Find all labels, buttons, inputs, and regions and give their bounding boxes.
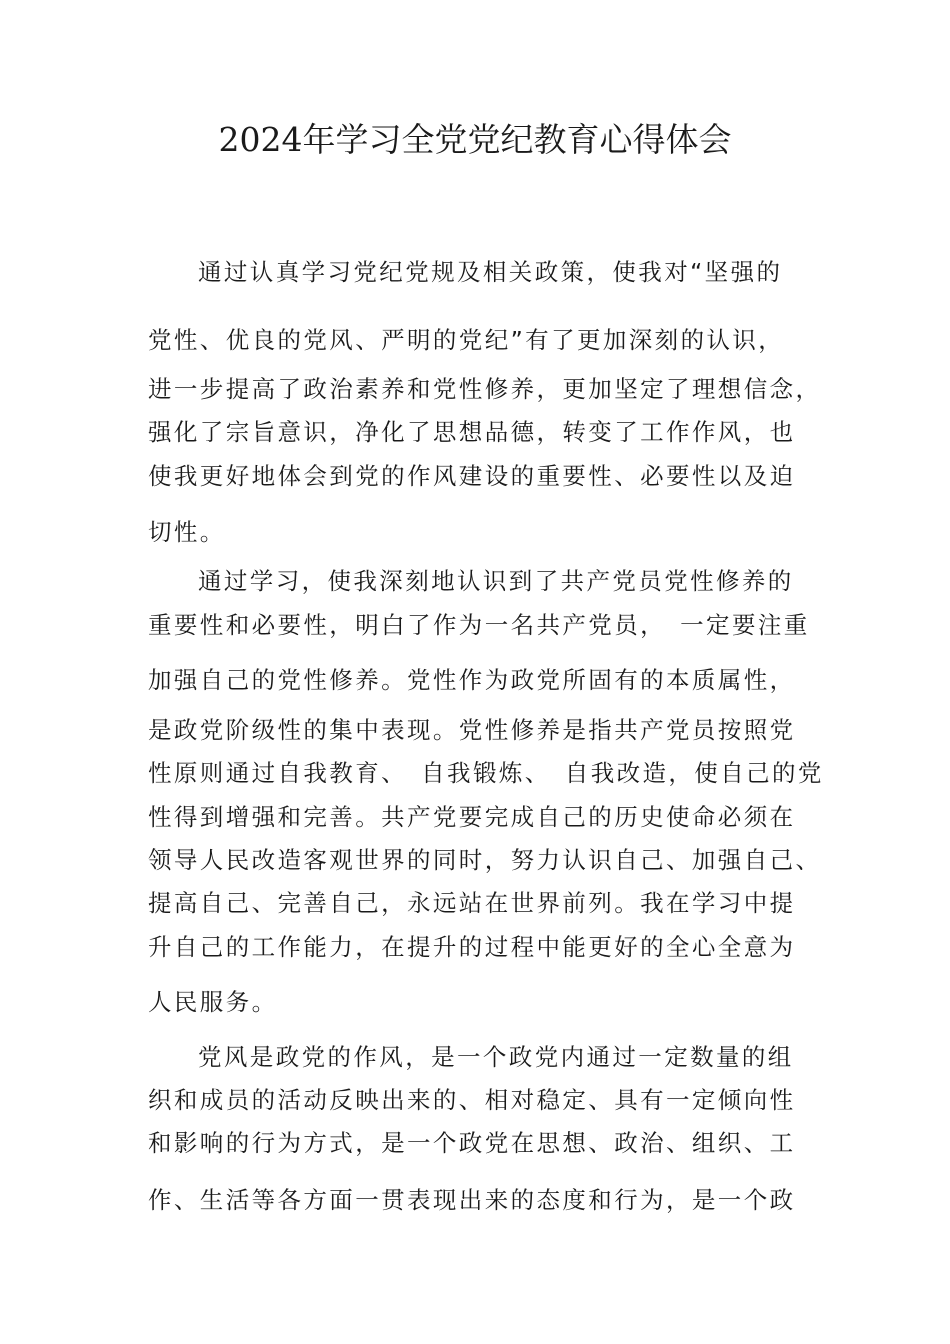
text-line: 党风是政党的作风，是一个政党内通过一定数量的组 — [198, 1043, 794, 1071]
text-line: 重要性和必要性，明白了作为一名共产党员， 一定要注重 — [148, 611, 810, 639]
text-line: 领导人民改造客观世界的同时，努力认识自己、加强自己、 — [148, 846, 822, 874]
text-line: 进一步提高了政治素养和党性修养，更加坚定了理想信念， — [148, 375, 822, 403]
text-line: 强化了宗旨意识，净化了思想品德，转变了工作作风，也 — [148, 418, 796, 446]
text-line: 作、生活等各方面一贯表现出来的态度和行为，是一个政 — [148, 1186, 796, 1214]
text-line: 性原则通过自我教育、 自我锻炼、 自我改造，使自己的党 — [148, 759, 824, 787]
text-line: 加强自己的党性修养。党性作为政党所固有的本质属性， — [148, 666, 796, 694]
text-line: 升自己的工作能力，在提升的过程中能更好的全心全意为 — [148, 933, 796, 961]
text-line: 和影响的行为方式，是一个政党在思想、政治、组织、工 — [148, 1129, 796, 1157]
text-line: 通过认真学习党纪党规及相关政策，使我对“坚强的 — [198, 258, 783, 286]
text-line: 人民服务。 — [148, 988, 278, 1016]
text-line: 通过学习，使我深刻地认识到了共产党员党性修养的 — [198, 567, 794, 595]
text-line: 提高自己、完善自己，永远站在世界前列。我在学习中提 — [148, 889, 796, 917]
text-line: 织和成员的活动反映出来的、相对稳定、具有一定倾向性 — [148, 1086, 796, 1114]
text-line: 性得到增强和完善。共产党要完成自己的历史使命必须在 — [148, 803, 796, 831]
document-title: 2024年学习全党党纪教育心得体会 — [218, 120, 732, 159]
text-line: 党性、优良的党风、严明的党纪”有了更加深刻的认识， — [148, 326, 785, 354]
text-line: 切性。 — [148, 518, 226, 546]
text-line: 使我更好地体会到党的作风建设的重要性、必要性以及迫 — [148, 462, 796, 490]
text-line: 是政党阶级性的集中表现。党性修养是指共产党员按照党 — [148, 716, 796, 744]
